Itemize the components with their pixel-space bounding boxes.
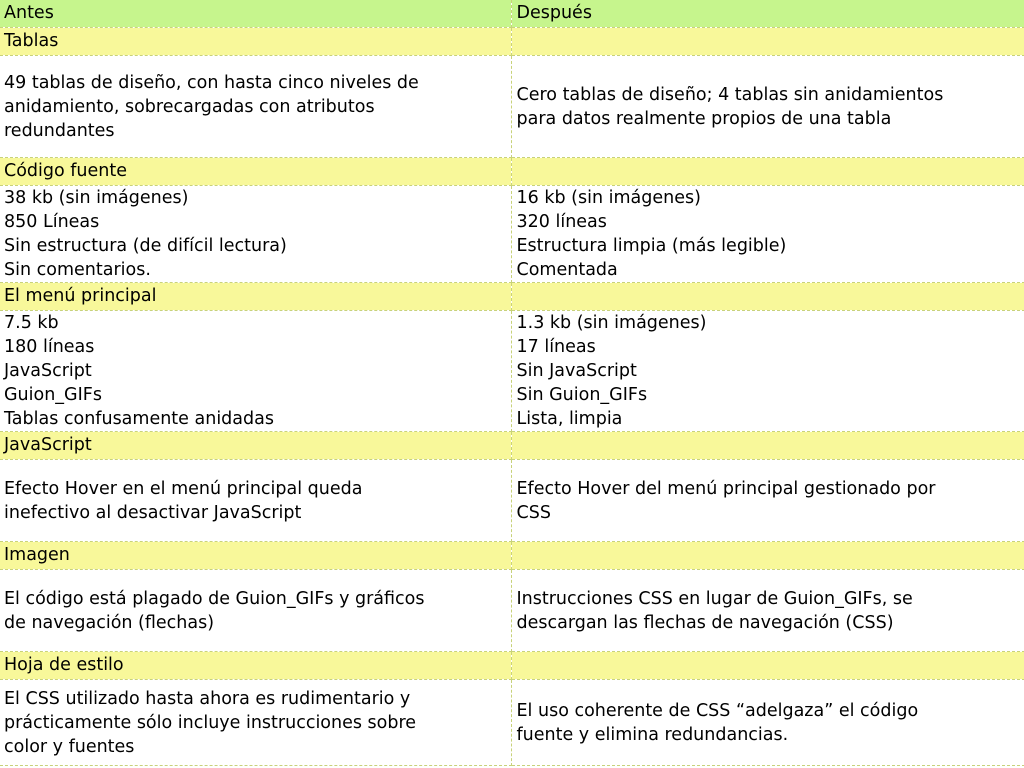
before-line: 38 kb (sin imágenes): [4, 188, 189, 208]
section-row: [0, 283, 1024, 311]
before-line: prácticamente sólo incluye instrucciones sobre: [4, 712, 417, 733]
section-title: El menú principal: [0, 283, 511, 311]
before-line: Guion_GIFs: [4, 385, 102, 405]
after-line: CSS: [516, 502, 551, 523]
comparison-row: [0, 56, 1024, 158]
after-line: Cero tablas de diseño; 4 tablas sin anidamientos: [516, 84, 944, 105]
before-line: inefectivo al desactivar JavaScript: [4, 502, 302, 523]
before-line: color y fuentes: [4, 736, 135, 757]
before-line: Tablas confusamente anidadas: [4, 409, 274, 429]
after-cell: [511, 186, 1024, 283]
before-line: El código está plagado de Guion_GIFs y gráficos: [4, 588, 425, 609]
section-title: JavaScript: [0, 432, 511, 460]
before-line: de navegación (flechas): [4, 612, 215, 633]
before-cell: [0, 680, 511, 766]
section-row: [0, 432, 1024, 460]
before-line: Sin estructura (de difícil lectura): [4, 236, 287, 256]
header-before: Antes: [0, 0, 511, 28]
before-cell: [0, 311, 511, 432]
after-line: Lista, limpia: [516, 409, 623, 429]
before-cell: [0, 56, 511, 158]
after-line: Comentada: [516, 260, 618, 280]
header-row: [0, 0, 1024, 28]
after-line: El uso coherente de CSS “adelgaza” el código: [516, 700, 919, 721]
comparison-row: [0, 460, 1024, 542]
before-line: 850 Líneas: [4, 212, 100, 232]
section-title: Imagen: [0, 542, 511, 570]
section-row: [0, 542, 1024, 570]
after-cell: [511, 680, 1024, 766]
section-title: Tablas: [0, 28, 511, 56]
before-line: El CSS utilizado hasta ahora es rudimentario y: [4, 688, 411, 709]
before-cell: [0, 570, 511, 652]
section-row: [0, 652, 1024, 680]
after-line: Sin Guion_GIFs: [516, 385, 648, 405]
section-empty-cell: [511, 432, 1024, 460]
after-line: 17 líneas: [516, 337, 596, 357]
section-empty-cell: [511, 158, 1024, 186]
before-line: 7.5 kb: [4, 313, 59, 333]
before-cell: [0, 460, 511, 542]
before-line: 180 líneas: [4, 337, 95, 357]
before-line: 49 tablas de diseño, con hasta cinco niveles de: [4, 72, 419, 93]
before-line: JavaScript: [4, 361, 92, 381]
after-line: Efecto Hover del menú principal gestionado por: [516, 478, 936, 499]
section-row: [0, 158, 1024, 186]
after-cell: [511, 570, 1024, 652]
after-line: 16 kb (sin imágenes): [516, 188, 701, 208]
after-line: Sin JavaScript: [516, 361, 637, 381]
after-line: Instrucciones CSS en lugar de Guion_GIFs, se: [516, 588, 913, 609]
after-line: para datos realmente propios de una tabla: [516, 108, 892, 129]
after-line: 1.3 kb (sin imágenes): [516, 313, 707, 333]
after-line: fuente y elimina redundancias.: [516, 724, 789, 745]
before-line: Efecto Hover en el menú principal queda: [4, 478, 363, 499]
before-line: Sin comentarios.: [4, 260, 151, 280]
after-cell: [511, 311, 1024, 432]
comparison-row: [0, 311, 1024, 432]
after-line: 320 líneas: [516, 212, 607, 232]
section-empty-cell: [511, 283, 1024, 311]
before-line: redundantes: [4, 120, 115, 141]
header-after: Después: [511, 0, 1024, 28]
section-title: Código fuente: [0, 158, 511, 186]
section-empty-cell: [511, 652, 1024, 680]
after-line: descargan las flechas de navegación (CSS): [516, 612, 894, 633]
after-line: Estructura limpia (más legible): [516, 236, 787, 256]
before-line: anidamiento, sobrecargadas con atributos: [4, 96, 375, 117]
after-cell: [511, 460, 1024, 542]
section-title: Hoja de estilo: [0, 652, 511, 680]
section-row: [0, 28, 1024, 56]
section-empty-cell: [511, 542, 1024, 570]
before-cell: [0, 186, 511, 283]
section-empty-cell: [511, 28, 1024, 56]
comparison-row: [0, 186, 1024, 283]
comparison-row: [0, 570, 1024, 652]
after-cell: [511, 56, 1024, 158]
comparison-row: [0, 680, 1024, 766]
